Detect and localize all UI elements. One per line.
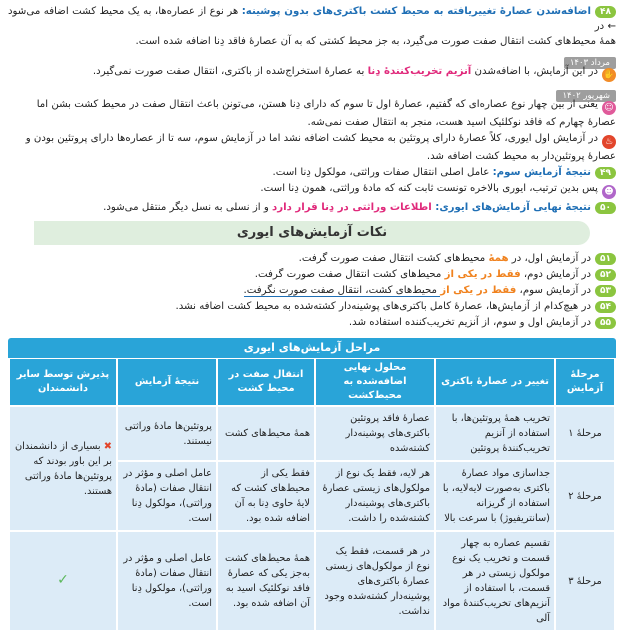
header-solution: محلول نهایی اضافه‌شده به محیط‌کشت <box>316 359 434 405</box>
point-text: و از نسلی به نسل دیگر منتقل می‌شود. <box>103 202 272 213</box>
cell-stage: مرحلهٔ ۱ <box>556 407 614 460</box>
point-highlight: همهٔ <box>488 253 509 264</box>
point-number: ۵۰ <box>595 202 616 214</box>
point-52 <box>8 267 616 282</box>
exam-tags <box>8 50 616 68</box>
point-text: در آزمایش سوم، <box>516 285 591 296</box>
point-highlight: فقط در یکی از <box>444 269 521 280</box>
point-heading: اضافه‌شدن عصارهٔ تغییریافته به محیط کشت باکتری‌های بدون پوشینه: <box>241 6 591 17</box>
header-result: نتیجهٔ آزمایش <box>118 359 216 405</box>
exam-tags-2 <box>8 83 616 101</box>
point-text: در آزمایش اول، در <box>508 253 591 264</box>
note-text: عصارهٔ پروتئین‌دار به محیط کشت اضافه شد. <box>426 151 616 162</box>
point-48 <box>8 4 616 49</box>
table-row <box>10 532 614 630</box>
cell-result: عامل اصلی و مؤثر در انتقال صفات (مادهٔ وراثتی)، مولکول دِنا است. <box>118 532 216 630</box>
point-text: در هیچ‌کدام از آزمایش‌ها، عصارهٔ کامل باکتری‌های پوشینه‌دار کشته‌شده به محیط کشت اضافه نشد. <box>175 301 591 312</box>
smile-icon: ☺ <box>602 101 616 115</box>
table-row <box>10 407 614 460</box>
face-icon: ☻ <box>602 185 616 199</box>
point-highlight: فقط در یکی از <box>440 285 517 296</box>
note-text: در آزمایش اول ایوری، کلاً عصارهٔ دارای پروتئین به محیط کشت اضافه نشد اما در آزمایش سوم، سه تا از عصاره‌ها دارای پروتئین بودن و <box>25 133 598 144</box>
cell-transfer: فقط یکی از محیط‌های کشت که لایهٔ حاوی دِنا به آن اضافه شده بود. <box>218 462 314 530</box>
check-icon: ✓ <box>57 572 69 588</box>
note-2 <box>8 97 616 130</box>
cell-accept-text: بسیاری از دانشمندان بر این باور بودند که پروتئین‌ها مادهٔ وراثتی هستند. <box>14 440 112 497</box>
note-text: در این آزمایش، با اضافه‌شدن <box>471 66 598 77</box>
cell-result: عامل اصلی و مؤثر در انتقال صفات (مادهٔ وراثتی)، مولکول دِنا است. <box>118 462 216 530</box>
cell-change: جداسازی مواد عصارهٔ باکتری به‌صورت لایه‌لایه، با استفاده از گریزانه (سانتریفیوژ) با سرعت بالا <box>436 462 554 530</box>
cell-transfer: همهٔ محیط‌های کشت <box>218 407 314 460</box>
point-50 <box>8 200 616 215</box>
note-text: عصارهٔ چهارم که فاقد نوکلئیک اسید هست، منجر به انتقال صفت نمی‌شه. <box>307 117 616 128</box>
exam-tag: مرداد ۱۴۰۳ <box>564 57 616 69</box>
point-heading: نتیجهٔ آزمایش سوم: <box>492 167 591 178</box>
cell-change: تقسیم عصاره به چهار قسمت و تخریب یک نوع مولکول زیستی در هر قسمت، با استفاده از آنزیم‌های تخریب‌کنندهٔ مواد آلی <box>436 532 554 630</box>
exam-tag: شهریور ۱۴۰۲ <box>556 90 616 102</box>
note-3 <box>8 131 616 164</box>
point-text: عامل اصلی انتقال صفات وراثتی، مولکول دِنا است. <box>272 167 493 178</box>
cell-accept <box>10 407 116 530</box>
header-transfer: انتقال صفت در محیط کشت <box>218 359 314 405</box>
point-number: ۵۱ <box>595 253 616 265</box>
cell-result: پروتئین‌ها مادهٔ وراثتی نیستند. <box>118 407 216 460</box>
point-text: محیط‌های کشت انتقال صفت صورت گرفت. <box>298 253 489 264</box>
point-55 <box>8 315 616 330</box>
point-text: محیط‌های کشت انتقال صفت صورت گرفت. <box>254 269 445 280</box>
cell-stage: مرحلهٔ ۳ <box>556 532 614 630</box>
header-change: تغییر در عصارهٔ باکتری <box>436 359 554 405</box>
note-highlight: آنزیم تخریب‌کنندهٔ دِنا <box>367 66 472 77</box>
note-text: پس بدین ترتیب، ایوری بالاخره تونست ثابت کنه که مادهٔ وراثتی، همون دِنا است. <box>260 183 598 194</box>
table-title: مراحل آزمایش‌های ایوری <box>8 338 616 358</box>
point-text: هر نوع از عصاره‌ها، به یک محیط کشت اضافه می‌شود ← در <box>8 6 616 32</box>
header-stage: مرحلهٔ آزمایش <box>556 359 614 405</box>
cell-transfer: همهٔ محیط‌های کشت به‌جز یکی که عصارهٔ فاقد نوکلئیک اسید به آن اضافه شده بود. <box>218 532 314 630</box>
cell-stage: مرحلهٔ ۲ <box>556 462 614 530</box>
header-accept: پذیرش توسط سایر دانشمندان <box>10 359 116 405</box>
fire-icon: ♨ <box>602 135 616 149</box>
cell-accept <box>10 532 116 630</box>
section-title: نکات آزمایش‌های ایوری <box>34 221 590 245</box>
point-49 <box>8 165 616 180</box>
avery-stages-table <box>8 357 616 632</box>
note-text: به عصارهٔ استخراج‌شده از باکتری، انتقال صفت صورت نمی‌گیرد. <box>92 66 368 77</box>
cross-icon: ✖ <box>103 440 112 452</box>
table-header-row <box>10 359 614 405</box>
point-highlight: اطلاعات وراثتی در دِنا قرار دارد <box>272 202 436 213</box>
note-1 <box>8 64 616 82</box>
point-number: ۴۹ <box>595 167 616 179</box>
hand-icon: ✋ <box>603 70 615 80</box>
note-4 <box>8 181 616 199</box>
cell-change: تخریب همهٔ پروتئین‌ها، با استفاده از آنزیم تخریب‌کنندهٔ پروتئین <box>436 407 554 460</box>
point-54 <box>8 299 616 314</box>
point-text: در آزمایش دوم، <box>520 269 591 280</box>
point-number: ۵۲ <box>595 269 616 281</box>
point-heading: نتیجهٔ نهایی آزمایش‌های ایوری: <box>435 202 591 213</box>
point-text: در آزمایش اول و سوم، از آنزیم تخریب‌کننده استفاده شد. <box>348 317 591 328</box>
point-number: ۵۳ <box>595 285 616 297</box>
cell-solution: هر لایه، فقط یک نوع از مولکول‌های زیستی عصارهٔ باکتری‌های پوشینه‌دار کشته‌شده را داشت. <box>316 462 434 530</box>
point-number: ۵۵ <box>595 317 616 329</box>
point-number: ۵۴ <box>595 301 616 313</box>
cell-solution: در هر قسمت، فقط یک نوع از مولکول‌های زیستی عصارهٔ باکتری‌های پوشینه‌دار کشته‌شده وجود نداشت. <box>316 532 434 630</box>
point-text: محیط‌های کشت، انتقال صفت صورت نگرفت. <box>243 285 441 296</box>
point-number: ۴۸ <box>595 6 616 18</box>
point-53 <box>8 283 616 298</box>
point-text-cont: همهٔ محیط‌های کشت انتقال صفت صورت می‌گیرد، به جز محیط کشتی که به آن عصارهٔ فاقد دِنا اضافه شده است. <box>135 36 616 47</box>
cell-solution: عصارهٔ فاقد پروتئین باکتری‌های پوشینه‌دار کشته‌شده <box>316 407 434 460</box>
point-51 <box>8 251 616 266</box>
note-text: یعنی از بین چهار نوع عصاره‌ای که گفتیم، عصارهٔ اول تا سوم که دارای دِنا هستن، می‌تونن باعث انتقال صفت در محیط کشت بشن اما <box>36 99 598 110</box>
